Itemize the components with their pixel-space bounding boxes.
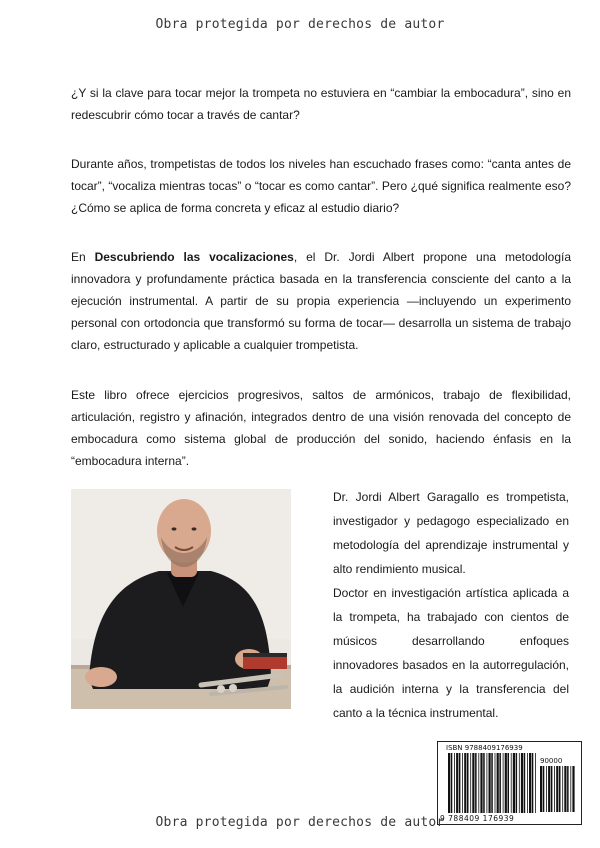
barcode-bar — [459, 753, 461, 813]
intro-paragraph-1: ¿Y si la clave para tocar mejor la trompeta no estuviera en “cambiar la embocadura”, sino en redescubrir cómo tocar a través de cantar? — [71, 86, 571, 122]
barcode-bar — [546, 766, 547, 812]
barcode-bar — [535, 753, 536, 813]
barcode-bar — [521, 753, 523, 813]
barcode-bar — [567, 766, 569, 812]
intro-paragraph-3 — [71, 246, 571, 356]
barcode-bar — [470, 753, 471, 813]
barcode-bar — [556, 766, 558, 812]
barcode-bar — [532, 753, 534, 813]
barcode-bar — [559, 766, 561, 812]
barcode-bar — [529, 753, 531, 813]
barcode-bar — [513, 753, 515, 813]
author-bio-line-1: Dr. Jordi Albert Garagallo es trompetista, investigador y pedagogo especializado en metodología del aprendizaje instrumental y alto rendimiento musical. — [333, 490, 569, 576]
barcode-bar — [499, 753, 501, 813]
barcode-bar — [505, 753, 507, 813]
barcode-bar — [572, 766, 574, 812]
barcode-bar — [519, 753, 520, 813]
barcode-bar — [508, 753, 510, 813]
barcode-bar — [562, 766, 563, 812]
barcode-bar — [483, 753, 485, 813]
barcode-bar — [462, 753, 463, 813]
author-photo — [71, 489, 291, 709]
p3-rest: , el Dr. Jordi Albert propone una metodología innovadora y profundamente práctica basada en la transferencia consciente del canto a la ejecución instrumental. A partir de su propia experiencia —incluyendo un experimento personal con ortodoncia que transformó su forma de tocar— desarrolla un sistema de trabajo claro, estructurado y aplicable a cualquier trompetista. — [71, 250, 572, 352]
barcode-bar — [524, 753, 526, 813]
barcode-bar — [503, 753, 504, 813]
price-barcode-bars — [540, 766, 576, 812]
barcode-bar — [491, 753, 493, 813]
barcode-bar — [564, 766, 566, 812]
barcode-bar — [464, 753, 466, 813]
intro-paragraph-4: Este libro ofrece ejercicios progresivos, saltos de armónicos, trabajo de flexibilidad, articulación, registro y afinación, integrados dentro de una visión renovada del concepto de embocadura como sistema global de producción del sonido, haciendo énfasis en la “embocadura interna”. — [71, 388, 571, 468]
barcode-bar — [527, 753, 528, 813]
isbn-barcode — [437, 741, 582, 825]
book-title: Descubriendo las vocalizaciones — [94, 250, 294, 264]
intro-paragraph-2: Durante años, trompetistas de todos los niveles han escuchado frases como: “canta antes de tocar”, “vocaliza mientras tocas” o “tocar es como cantar”. Pero ¿qué significa realmente eso? ¿Cómo se aplica de forma concreta y eficaz al estudio diario? — [71, 157, 571, 215]
barcode-bar — [516, 753, 518, 813]
author-bio-line-2: Doctor en investigación artística aplicada a la trompeta, ha trabajado con cientos de músicos desarrollando enfoques innovadores basados en la autorregulación, la audición interna y la transferencia del canto a la técnica instrumental. — [333, 586, 569, 720]
author-bio — [333, 485, 569, 725]
barcode-bar — [448, 753, 450, 813]
barcode-bar — [478, 753, 479, 813]
watermark-bottom: Obra protegida por derechos de autor — [155, 815, 445, 830]
price-code: 90000 — [540, 757, 563, 765]
barcode-bar — [554, 766, 555, 812]
barcode-bar — [497, 753, 499, 813]
barcode-bar — [489, 753, 491, 813]
ean-digits: 9 788409 176939 — [440, 814, 515, 823]
barcode-bar — [540, 766, 542, 812]
barcode-bar — [495, 753, 496, 813]
barcode-bar — [548, 766, 550, 812]
barcode-bar — [487, 753, 488, 813]
barcode-bar — [480, 753, 482, 813]
barcode-bar — [475, 753, 477, 813]
barcode-bars — [448, 753, 538, 813]
author-portrait-illustration — [71, 489, 291, 709]
barcode-bar — [472, 753, 474, 813]
barcode-bar — [467, 753, 469, 813]
barcode-bar — [551, 766, 553, 812]
barcode-bar — [454, 753, 455, 813]
watermark-top: Obra protegida por derechos de autor — [155, 17, 445, 32]
barcode-bar — [511, 753, 512, 813]
p3-prefix: En — [71, 250, 95, 264]
barcode-bar — [543, 766, 545, 812]
barcode-bar — [456, 753, 458, 813]
barcode-bar — [451, 753, 453, 813]
barcode-bar — [570, 766, 571, 812]
isbn-label: ISBN 9788409176939 — [446, 744, 523, 752]
